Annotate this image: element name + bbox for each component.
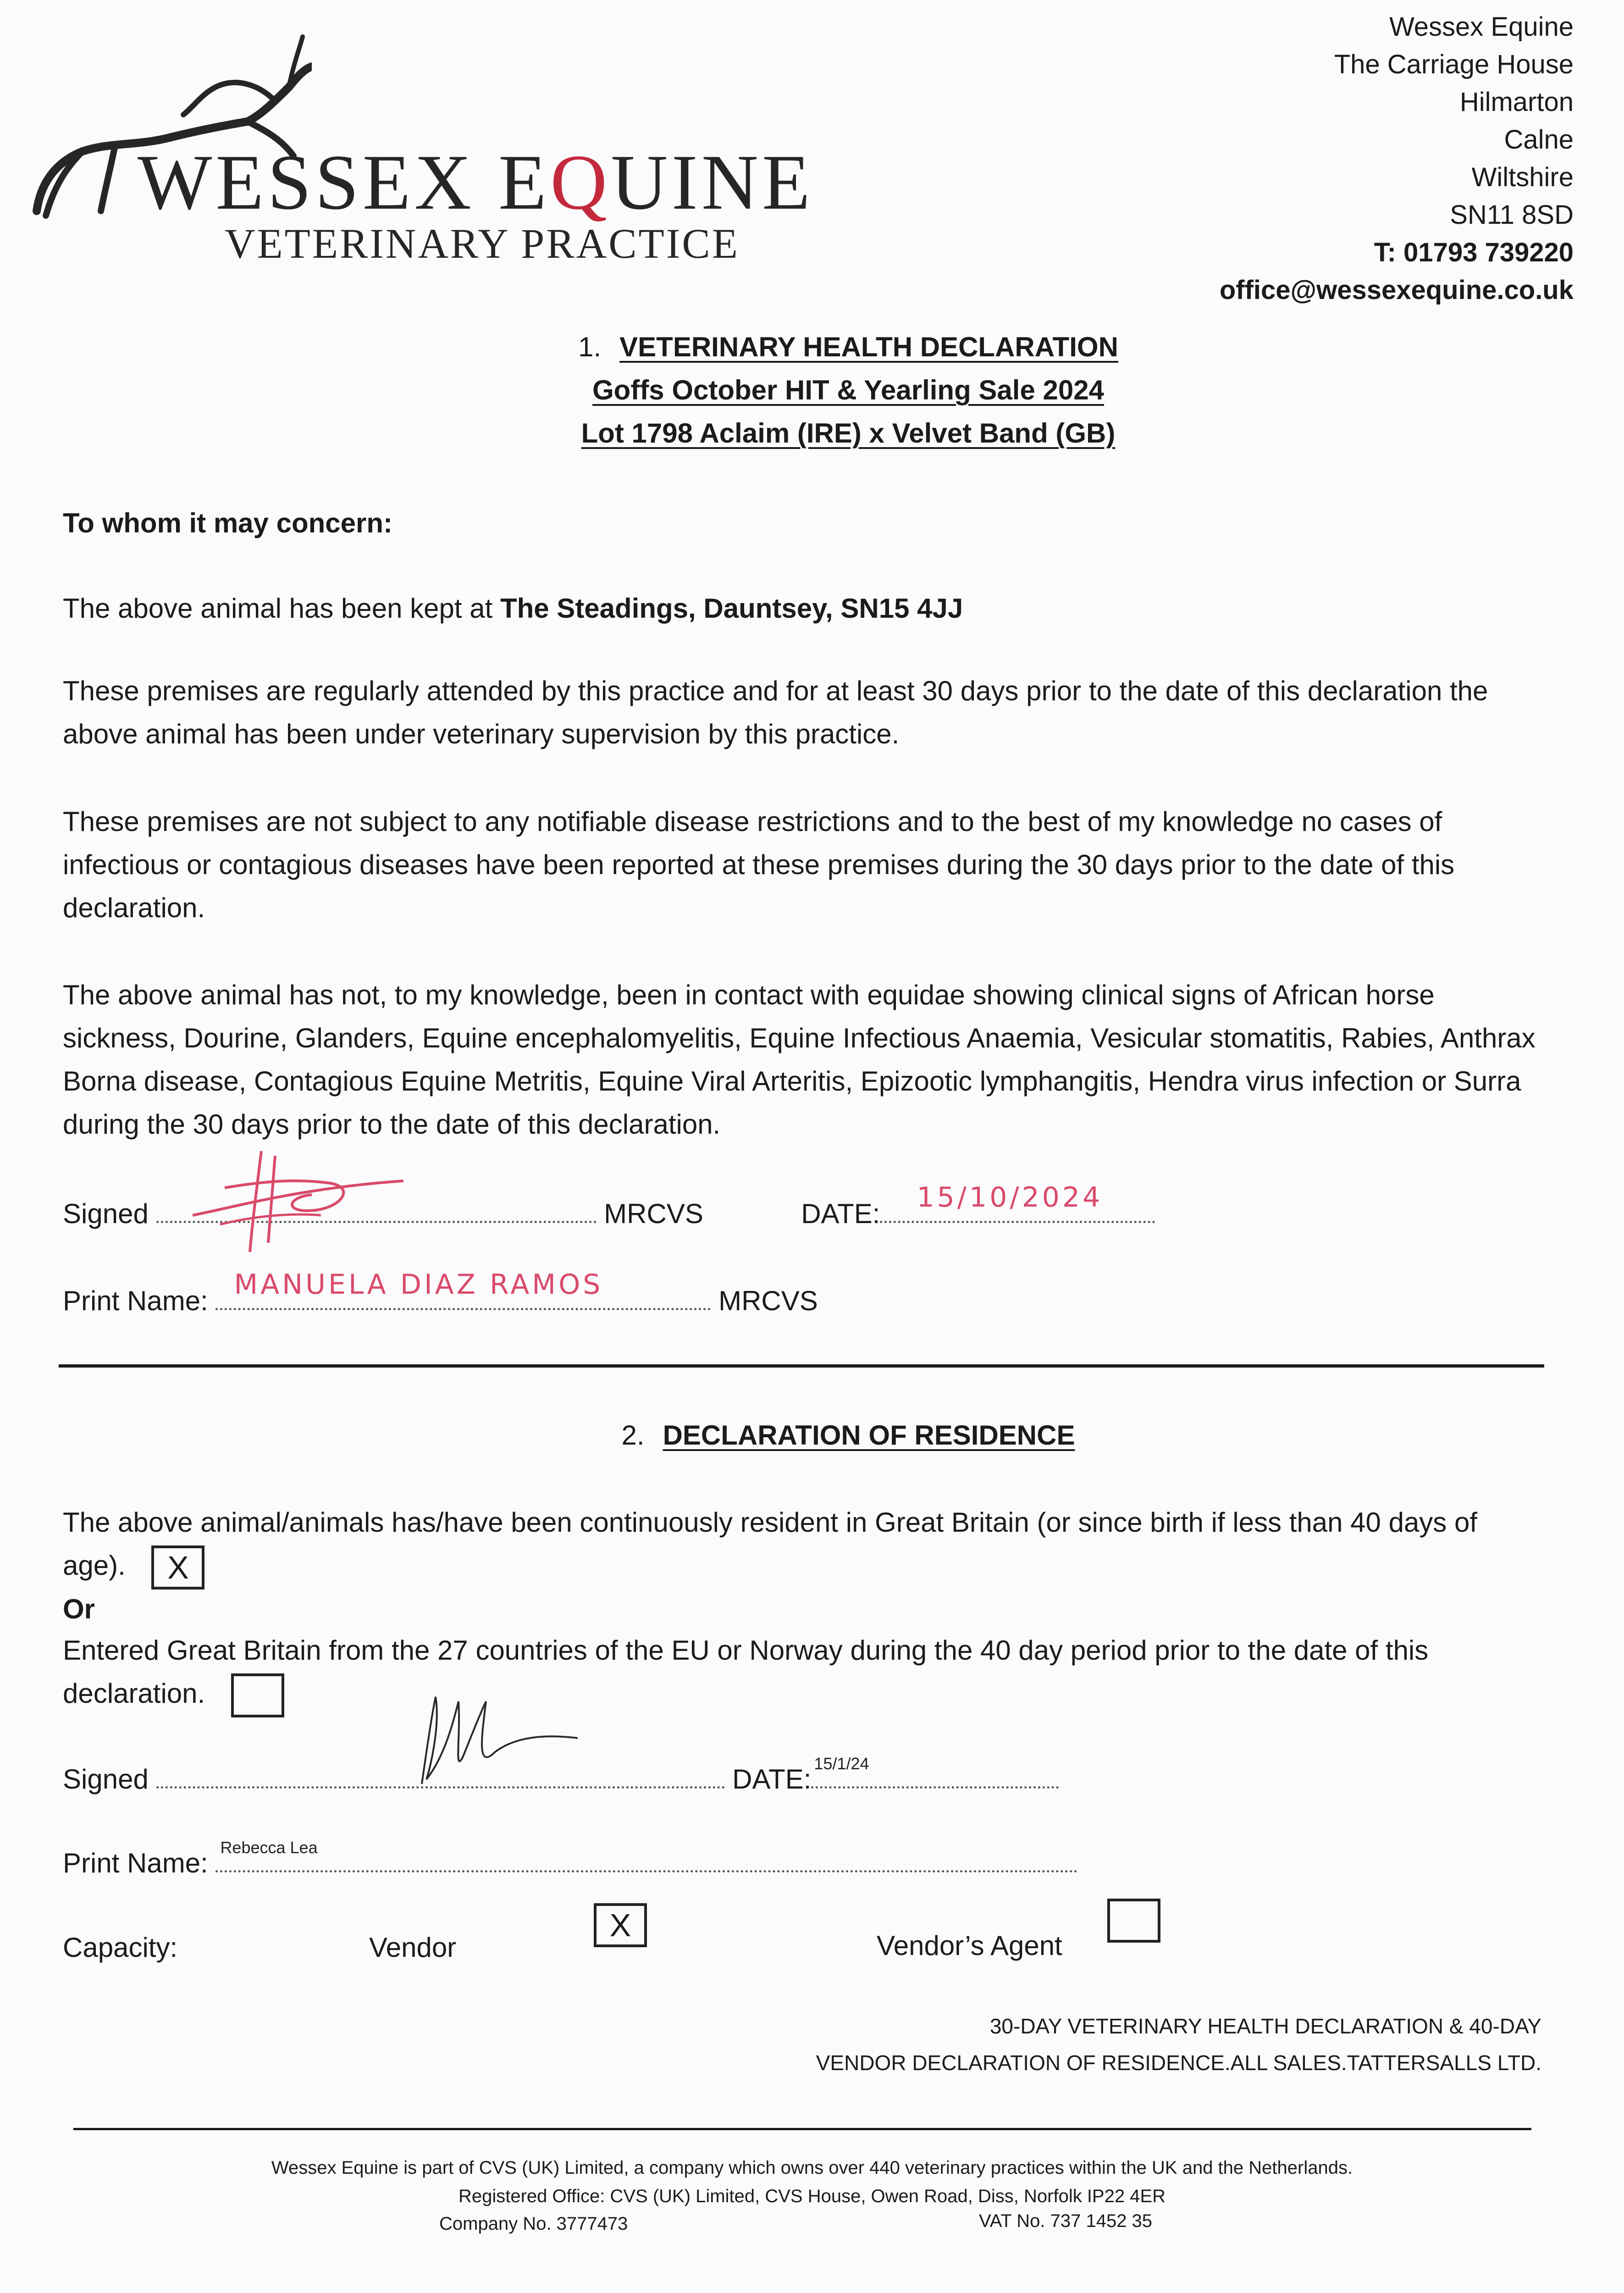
section1-subtitle-lot: Lot 1798 Aclaim (IRE) x Velvet Band (GB)	[581, 418, 1116, 449]
address-line: Wessex Equine	[1389, 12, 1574, 42]
address-line: Calne	[1504, 125, 1574, 155]
vet-date-handwritten: 15/10/2024	[917, 1181, 1103, 1213]
logo-wordmark: WESSEX EQUINE	[138, 139, 814, 226]
address-line: The Carriage House	[1334, 50, 1574, 79]
logo-subtitle: VETERINARY PRACTICE	[225, 220, 740, 267]
agent-checkbox[interactable]	[1107, 1899, 1160, 1943]
vet-signature-row: Signed MRCVS DATE: 15/10/2024	[63, 1192, 1163, 1235]
company-number: Company No. 3777473	[439, 2214, 628, 2234]
vendor-date-handwritten: 15/1/24	[814, 1754, 869, 1773]
vet-print-name-row: Print Name: MANUELA DIAZ RAMOS MRCVS	[63, 1279, 1163, 1323]
kept-at-statement: The above animal has been kept at The Steadings, Dauntsey, SN15 4JJ	[63, 593, 963, 624]
form-reference	[816, 2008, 1541, 2081]
vendor-print-name-row: Print Name: Rebecca Lea	[63, 1842, 1163, 1885]
vendor-print-name-handwritten: Rebecca Lea	[220, 1838, 318, 1857]
agent-label: Vendor’s Agent	[877, 1930, 1062, 1961]
supervision-paragraph: These premises are regularly attended by this practice and for at least 30 days prior to the date of this declaration the above animal has been under veterinary supervision by this practice.	[63, 676, 1488, 749]
phone-number: T: 01793 739220	[1374, 238, 1574, 267]
footer-divider	[73, 2128, 1531, 2130]
email-address: office@wessexequine.co.uk	[1219, 275, 1574, 305]
form-ref-line: VENDOR DECLARATION OF RESIDENCE.ALL SALES.TATTERSALLS LTD.	[816, 2051, 1541, 2075]
address-line: SN11 8SD	[1450, 200, 1574, 230]
section1-subtitle-sale: Goffs October HIT & Yearling Sale 2024	[592, 375, 1104, 405]
entered-paragraph: Entered Great Britain from the 27 countries of the EU or Norway during the 40 day period prior to the date of this declaration.	[63, 1629, 1539, 1717]
form-ref-line: 30-DAY VETERINARY HEALTH DECLARATION & 40-DAY	[989, 2014, 1541, 2038]
section1-title: 1. VETERINARY HEALTH DECLARATION	[578, 332, 1118, 362]
vet-print-name-handwritten: MANUELA DIAZ RAMOS	[234, 1268, 603, 1301]
section-divider	[59, 1364, 1544, 1368]
vat-number: VAT No. 737 1452 35	[979, 2211, 1153, 2231]
vet-signature-icon	[183, 1137, 422, 1257]
restrictions-paragraph: These premises are not subject to any notifiable disease restrictions and to the best of my knowledge no cases of infectious or contagious diseases have been reported at these premises during the 30 days prior to the date of this declaration.	[63, 806, 1455, 923]
vendor-signature-icon	[403, 1683, 587, 1793]
salutation: To whom it may concern:	[63, 508, 392, 538]
capacity-label: Capacity:	[63, 1932, 178, 1963]
vendor-label: Vendor	[369, 1932, 457, 1963]
entered-checkbox[interactable]	[231, 1673, 284, 1717]
vendor-signature-row: Signed DATE: 15/1/24	[63, 1758, 1163, 1801]
section2-title: 2. DECLARATION OF RESIDENCE	[621, 1420, 1075, 1451]
resident-checkbox[interactable]: X	[151, 1545, 204, 1590]
contact-paragraph: The above animal has not, to my knowledge, been in contact with equidae showing clinical signs of African horse sickness, Dourine, Glanders, Equine encephalomyelitis, Equine Infectious Anaemia, Vesicular stomatitis, Rabies, Anthrax Borna disease, Contagious Equine Metritis, Equine Viral Arteritis, Epizootic lymphangitis, Hendra virus infection or Surra during the 30 days prior to the date of this declaration.	[63, 980, 1536, 1140]
or-label: Or	[63, 1594, 95, 1624]
address-line: Hilmarton	[1459, 87, 1574, 117]
residence-paragraph: The above animal/animals has/have been continuously resident in Great Britain (or since birth if less than 40 days of age). X	[63, 1501, 1539, 1590]
address-block	[1220, 8, 1574, 309]
address-line: Wiltshire	[1471, 162, 1574, 192]
footer-line-cvs: Wessex Equine is part of CVS (UK) Limited, a company which owns over 440 veterinary practices within the UK and the Netherlands.	[271, 2158, 1353, 2178]
vendor-checkbox[interactable]: X	[594, 1903, 647, 1947]
footer-line-registered: Registered Office: CVS (UK) Limited, CVS House, Owen Road, Diss, Norfolk IP22 4ER	[458, 2186, 1166, 2206]
